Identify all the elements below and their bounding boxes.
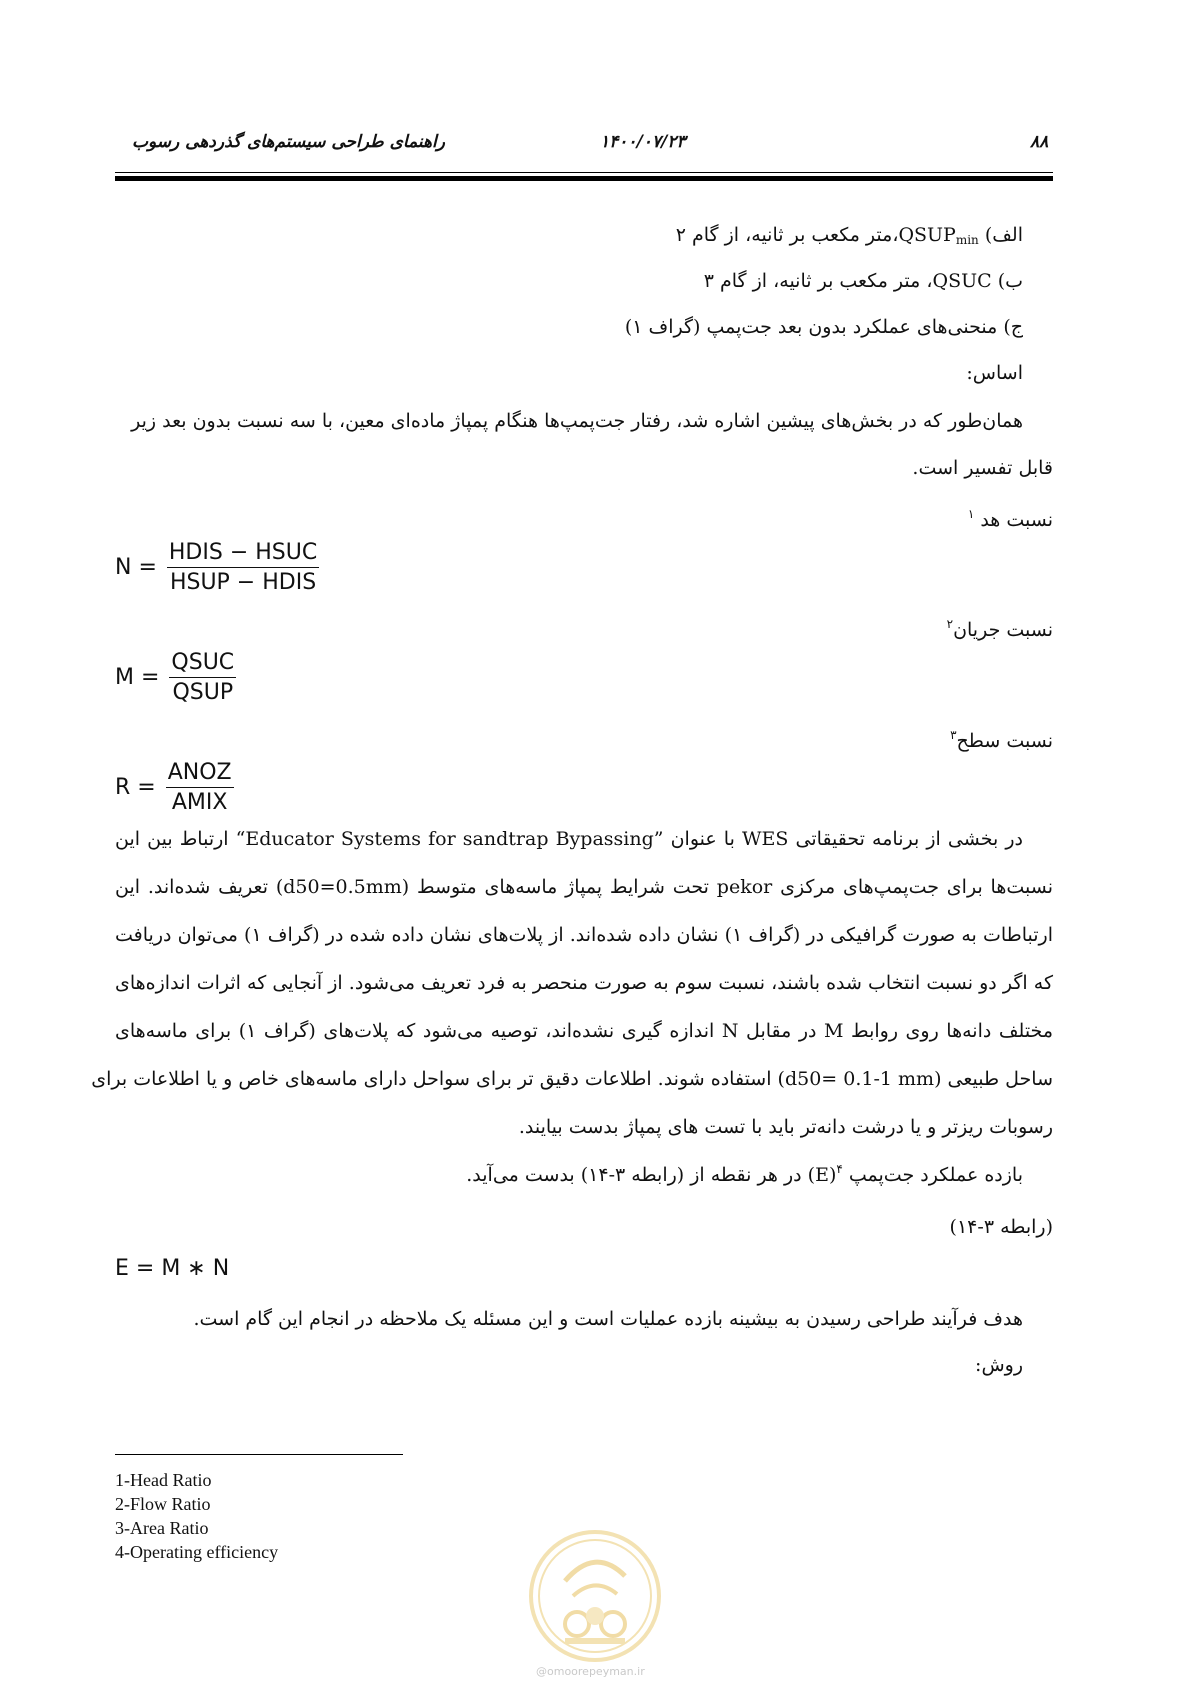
wes-para-line3: ارتباطات به صورت گرافیکی در (گراف ۱) نشان داده شده‌اند. از پلات‌های نشان داده شده در (گراف ۱) می‌توان دریافت — [115, 924, 1054, 946]
equation-m-lhs: M = — [115, 665, 160, 690]
head-ratio-footnote-ref: ۱ — [967, 507, 975, 521]
header-page-number: ۸۸ — [1030, 132, 1049, 152]
wes-para-line6: ساحل طبیعی (d50= 0.1-1 mm) استفاده شوند. اطلاعات دقیق تر برای سواحل دارای ماسه‌های خاص و یا اطلاعات برای — [91, 1068, 1053, 1090]
wes-para-line2: نسبت‌ها برای جت‌پمپ‌های مرکزی pekor تحت شرایط پمپاژ ماسه‌های متوسط (d50=0.5mm) تعریف شده‌اند. این — [115, 876, 1053, 898]
footnote-1: 1-Head Ratio — [115, 1470, 212, 1490]
basis-heading: اساس: — [966, 362, 1023, 384]
area-ratio-label — [115, 714, 1053, 762]
footnote-3: 3-Area Ratio — [115, 1518, 209, 1538]
equation-r-lhs: R = — [115, 775, 156, 800]
footnote-2: 2-Flow Ratio — [115, 1494, 211, 1514]
equation-reference: (رابطه ۳-۱۴) — [949, 1216, 1053, 1238]
equation-r-numerator: ANOZ — [166, 760, 234, 788]
footnote-rule — [115, 1454, 403, 1455]
input-a-rest: ،متر مکعب بر ثانیه، از گام ۲ — [675, 224, 899, 246]
equation-r-denominator: AMIX — [171, 790, 228, 815]
goal-text: هدف فرآیند طراحی رسیدن به بیشینه بازده عملیات است و این مسئله یک ملاحظه در انجام این گام است. — [193, 1308, 1023, 1330]
equation-m-fraction — [169, 650, 236, 705]
efficiency-text-b: (E) در هر نقطه از (رابطه ۳-۱۴) بدست می‌آید. — [466, 1164, 837, 1186]
method-heading: روش: — [975, 1354, 1023, 1376]
header-rule-thin — [115, 172, 1053, 173]
equation-e: E = M ∗ N — [115, 1256, 230, 1281]
flow-ratio-label — [115, 603, 1053, 651]
efficiency-text-a: بازده عملکرد جت‌پمپ — [842, 1164, 1023, 1186]
watermark-seal-icon — [525, 1526, 665, 1666]
input-a-var: QSUP — [898, 224, 956, 246]
equation-r-fraction — [166, 760, 234, 815]
input-a-sub: min — [955, 233, 979, 247]
wes-para-line4: که اگر دو نسبت انتخاب شده باشند، نسبت سوم به صورت منحصر به فرد تعریف می‌شود. از آنجایی که اثرات اندازه‌های — [115, 972, 1053, 994]
equation-m-denominator: QSUP — [172, 680, 234, 705]
equation-m — [115, 650, 236, 705]
input-item-b: ب) QSUC، متر مکعب بر ثانیه، از گام ۳ — [703, 270, 1023, 292]
equation-n-numerator: HDIS − HSUC — [167, 540, 319, 568]
equation-n-denominator: HSUP − HDIS — [169, 570, 317, 595]
basis-para-line2: قابل تفسیر است. — [912, 457, 1053, 479]
equation-n — [115, 540, 319, 595]
area-ratio-text: نسبت سطح — [956, 730, 1053, 752]
equation-n-lhs: N = — [115, 555, 157, 580]
header-rule-thick — [115, 176, 1053, 181]
watermark-handle: @omoorepeyman.ir — [536, 1665, 645, 1678]
head-ratio-text: نسبت هد — [980, 509, 1053, 531]
wes-para-line5: مختلف دانه‌ها روی روابط M در مقابل N اندازه گیری نشده‌اند، توصیه می‌شود که پلات‌های (گراف ۱) برای ماسه‌های — [115, 1020, 1053, 1042]
header-title: راهنمای طراحی سیستم‌های گذردهی رسوب — [132, 132, 445, 152]
basis-para-line1: همان‌طور که در بخش‌های پیشین اشاره شد، رفتار جت‌پمپ‌ها هنگام پمپاژ ماده‌ای معین، با سه نسبت بدون بعد زیر — [131, 410, 1023, 432]
header-date: ۱۴۰۰/۰۷/۲۳ — [600, 132, 686, 152]
flow-ratio-text: نسبت جریان — [953, 619, 1053, 641]
efficiency-text — [115, 1148, 1023, 1196]
input-item-a — [115, 214, 1023, 261]
footnote-4: 4-Operating efficiency — [115, 1542, 279, 1562]
flow-ratio-footnote-ref: ۲ — [946, 617, 954, 631]
wes-para-line7: رسوبات ریزتر و یا درشت دانه‌تر باید با تست های پمپاژ بدست بیایند. — [518, 1116, 1053, 1138]
area-ratio-footnote-ref: ۳ — [950, 728, 957, 742]
input-item-c: ج) منحنی‌های عملکرد بدون بعد جت‌پمپ (گراف ۱) — [624, 316, 1023, 338]
input-a-label: الف) — [978, 224, 1023, 246]
wes-para-line1: در بخشی از برنامه تحقیقاتی WES با عنوان ”Educator Systems for sandtrap Bypassing“ ارتباط بین این — [115, 828, 1024, 850]
equation-n-fraction — [167, 540, 319, 595]
efficiency-footnote-ref: ۴ — [836, 1162, 843, 1176]
equation-r — [115, 760, 234, 815]
head-ratio-label — [115, 493, 1053, 541]
equation-m-numerator: QSUC — [169, 650, 236, 678]
